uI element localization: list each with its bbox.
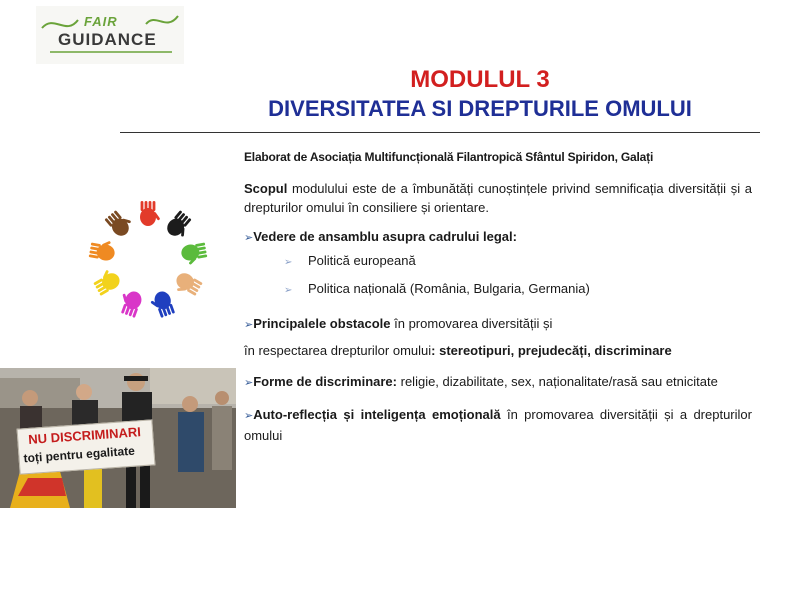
self-reflection-text: în promovarea diversității și a drepturilor omului: [244, 407, 752, 443]
legal-framework-label: Vedere de ansamblu asupra cadrului legal:: [253, 229, 517, 244]
obstacles-line2: [244, 341, 752, 360]
legal-framework-heading: [244, 227, 752, 248]
obstacles-line2-text: în respectarea drepturilor omului: [244, 343, 432, 358]
scope-text: modulului este de a îmbunătăți cunoștințele privind semnificația diversității și a drepturilor omului în consiliere și orientare.: [244, 181, 752, 215]
legal-item-european: [284, 248, 752, 276]
self-reflection-label: Auto-reflecția și inteligența emoțională: [253, 407, 501, 422]
hand-print-icon: [89, 238, 117, 262]
triangle-bullet-icon: ➢: [284, 257, 293, 268]
hand-print-icon: [171, 270, 203, 300]
scope-paragraph: [244, 179, 752, 217]
hand-print-icon: [104, 207, 136, 239]
discrimination-forms-text: religie, dizabilitate, sex, naționalitate/rasă sau etnicitate: [400, 374, 718, 389]
hand-print-icon: [148, 289, 176, 319]
legal-item-label: Politică europeană: [308, 253, 416, 268]
elaborated-by-line: Elaborat de Asociația Multifuncțională Filantropică Sfântul Spiridon, Galați: [244, 150, 654, 164]
arrowhead-bullet-icon: ➢: [244, 232, 254, 244]
hand-print-icon: [164, 210, 196, 242]
module-number-title: MODULUL 3: [410, 66, 550, 93]
self-reflection-paragraph: [244, 405, 752, 445]
obstacles-line2-bold: : stereotipuri, prejudecăți, discriminare: [431, 343, 672, 358]
title-divider: [120, 132, 760, 133]
discrimination-forms-paragraph: [244, 372, 752, 393]
module-subject-title: DIVERSITATEA SI DREPTURILE OMULUI: [268, 96, 692, 121]
hand-print-icon: [91, 266, 123, 296]
arrowhead-bullet-icon: ➢: [244, 319, 254, 331]
arrowhead-bullet-icon: ➢: [244, 377, 254, 389]
hand-print-icon: [180, 242, 208, 266]
obstacles-heading: [244, 314, 752, 335]
protest-photo: [0, 368, 236, 508]
discrimination-forms-label: Forme de discriminare:: [253, 374, 397, 389]
legal-item-national: [284, 276, 752, 304]
fair-guidance-logo: [36, 6, 184, 64]
logo-text-guidance: GUIDANCE: [58, 30, 157, 49]
module-description: [244, 148, 752, 445]
protest-banner: [17, 419, 156, 474]
scope-label: Scopul: [244, 181, 288, 196]
banner-text-line2: toți pentru egalitate: [23, 443, 136, 466]
logo-text-fair: FAIR: [84, 14, 118, 29]
obstacles-text: în promovarea diversității și: [394, 316, 553, 331]
hand-print-icon: [116, 288, 144, 318]
hands-ring-illustration: [82, 196, 214, 324]
hand-print-icon: [140, 201, 160, 226]
banner-text-line1: NU DISCRIMINARI: [27, 424, 142, 447]
triangle-bullet-icon: ➢: [284, 285, 293, 296]
obstacles-label: Principalele obstacole: [253, 316, 391, 331]
legal-item-label: Politica națională (România, Bulgaria, Germania): [308, 281, 590, 296]
arrowhead-bullet-icon: ➢: [244, 410, 254, 422]
